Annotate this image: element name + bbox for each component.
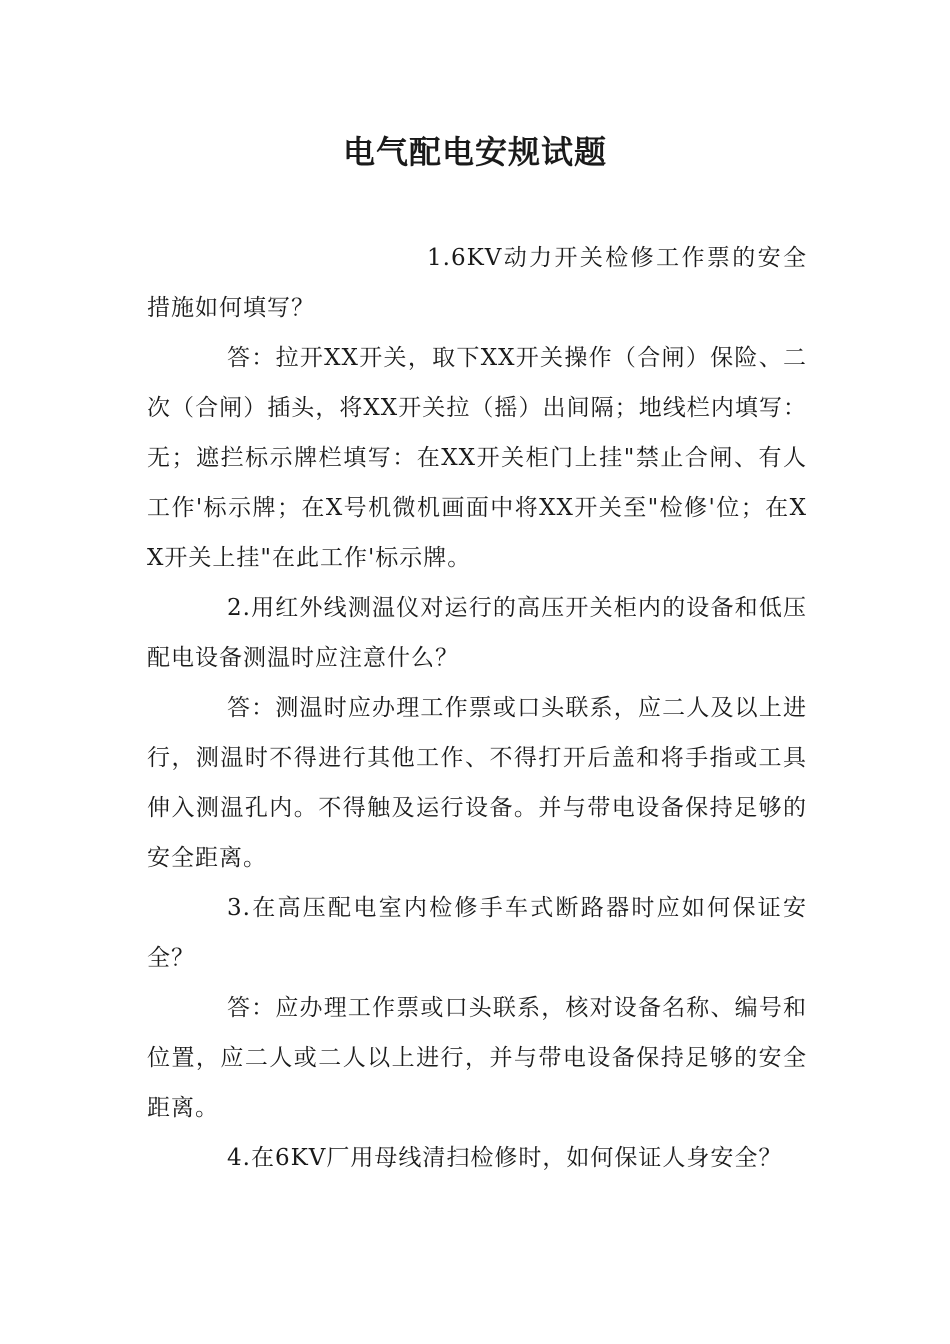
question-1: 1.6KV动力开关检修工作票的安全措施如何填写？ — [147, 245, 807, 321]
document-title: 电气配电安规试题 — [342, 133, 607, 171]
answer-1: 答：拉开XX开关，取下XX开关操作（合闸）保险、二次（合闸）插头，将XX开关拉（摇）出间隔；地线栏内填写：无；遮拦标示牌栏填写：在XX开关柜门上挂"禁止合闸、有人工作'标示牌；在X号机微机画面中将XX开关至"检修'位；在XX开关上挂"在此工作'标示牌。 — [147, 345, 807, 571]
question-4: 4.在6KV厂用母线清扫检修时，如何保证人身安全？ — [227, 1145, 783, 1171]
answer-3: 答：应办理工作票或口头联系，核对设备名称、编号和位置，应二人或二人以上进行，并与带电设备保持足够的安全距离。 — [147, 995, 807, 1121]
question-3: 3.在高压配电室内检修手车式断路器时应如何保证安全？ — [147, 895, 807, 971]
document-body — [147, 233, 807, 1183]
answer-2: 答：测温时应办理工作票或口头联系，应二人及以上进行，测温时不得进行其他工作、不得打开后盖和将手指或工具伸入测温孔内。不得触及运行设备。并与带电设备保持足够的安全距离。 — [147, 695, 807, 871]
question-2: 2.用红外线测温仪对运行的高压开关柜内的设备和低压配电设备测温时应注意什么？ — [147, 595, 807, 671]
